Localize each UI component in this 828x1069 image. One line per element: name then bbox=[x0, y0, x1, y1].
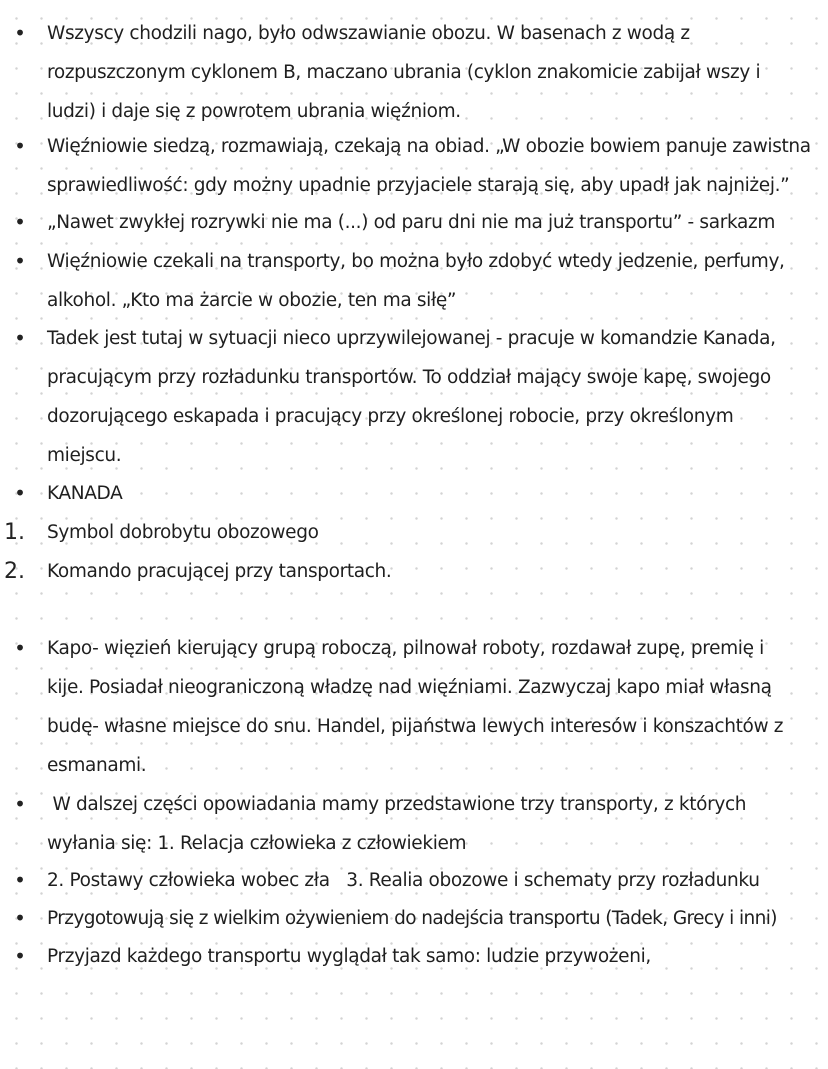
bullet-marker: • bbox=[14, 636, 26, 660]
note-line: budę- własne miejsce do snu. Handel, pijaństwa lewych interesów i konszachtów z bbox=[47, 716, 784, 737]
note-line: Przyjazd każdego transportu wyglądał tak samo: ludzie przywożeni, bbox=[47, 946, 651, 967]
note-line: Tadek jest tutaj w sytuacji nieco uprzywilejowanej - pracuje w komandzie Kanada, bbox=[47, 328, 776, 349]
bullet-marker: • bbox=[14, 868, 26, 892]
bullet-marker: • bbox=[14, 326, 26, 350]
note-line: „Nawet zwykłej rozrywki nie ma (...) od paru dni nie ma już transportu” - sarkazm bbox=[47, 212, 776, 233]
note-line: Przygotowują się z wielkim ożywieniem do nadejścia transportu (Tadek, Grecy i inni) bbox=[47, 908, 777, 929]
bullet-marker: • bbox=[14, 134, 26, 158]
number-marker: 1. bbox=[4, 520, 25, 545]
bullet-marker: • bbox=[14, 21, 26, 45]
note-line: miejscu. bbox=[47, 445, 122, 466]
note-line: sprawiedliwość: gdy możny upadnie przyjaciele starają się, aby upadł jak najniżej.” bbox=[47, 175, 790, 196]
bullet-marker: • bbox=[14, 906, 26, 930]
note-line: 2. Postawy człowieka wobec zła 3. Realia obozowe i schematy przy rozładunku bbox=[47, 870, 760, 891]
note-line: Symbol dobrobytu obozowego bbox=[47, 522, 319, 543]
note-heading: KANADA bbox=[47, 483, 123, 504]
bullet-marker: • bbox=[14, 792, 26, 816]
number-marker: 2. bbox=[4, 559, 25, 584]
bullet-marker: • bbox=[14, 210, 26, 234]
note-line: ludzi) i daje się z powrotem ubrania więźniom. bbox=[47, 101, 461, 122]
note-line: Kapo- więzień kierujący grupą roboczą, pilnował roboty, rozdawał zupę, premię i bbox=[47, 638, 764, 659]
note-line: dozorującego eskapada i pracujący przy określonej robocie, przy określonym bbox=[47, 406, 734, 427]
note-line: Więźniowie siedzą, rozmawiają, czekają na obiad. „W obozie bowiem panuje zawistna bbox=[47, 136, 811, 157]
note-line: alkohol. „Kto ma żarcie w obozie, ten ma siłę” bbox=[47, 290, 457, 311]
note-line: W dalszej części opowiadania mamy przedstawione trzy transporty, z których bbox=[47, 794, 747, 815]
bullet-marker: • bbox=[14, 249, 26, 273]
note-line: wyłania się: 1. Relacja człowieka z człowiekiem bbox=[47, 833, 467, 854]
note-line: esmanami. bbox=[47, 755, 147, 776]
note-line: pracującym przy rozładunku transportów. To oddział mający swoje kapę, swojego bbox=[47, 367, 771, 388]
note-line: Komando pracującej przy tansportach. bbox=[47, 561, 392, 582]
bullet-marker: • bbox=[14, 481, 26, 505]
note-line: kije. Posiadał nieograniczoną władzę nad więźniami. Zazwyczaj kapo miał własną bbox=[47, 677, 772, 698]
note-line: Wszyscy chodzili nago, było odwszawianie obozu. W basenach z wodą z bbox=[47, 23, 690, 44]
note-line: rozpuszczonym cyklonem B, maczano ubrania (cyklon znakomicie zabijał wszy i bbox=[47, 62, 761, 83]
bullet-marker: • bbox=[14, 944, 26, 968]
note-line: Więźniowie czekali na transporty, bo można było zdobyć wtedy jedzenie, perfumy, bbox=[47, 251, 785, 272]
